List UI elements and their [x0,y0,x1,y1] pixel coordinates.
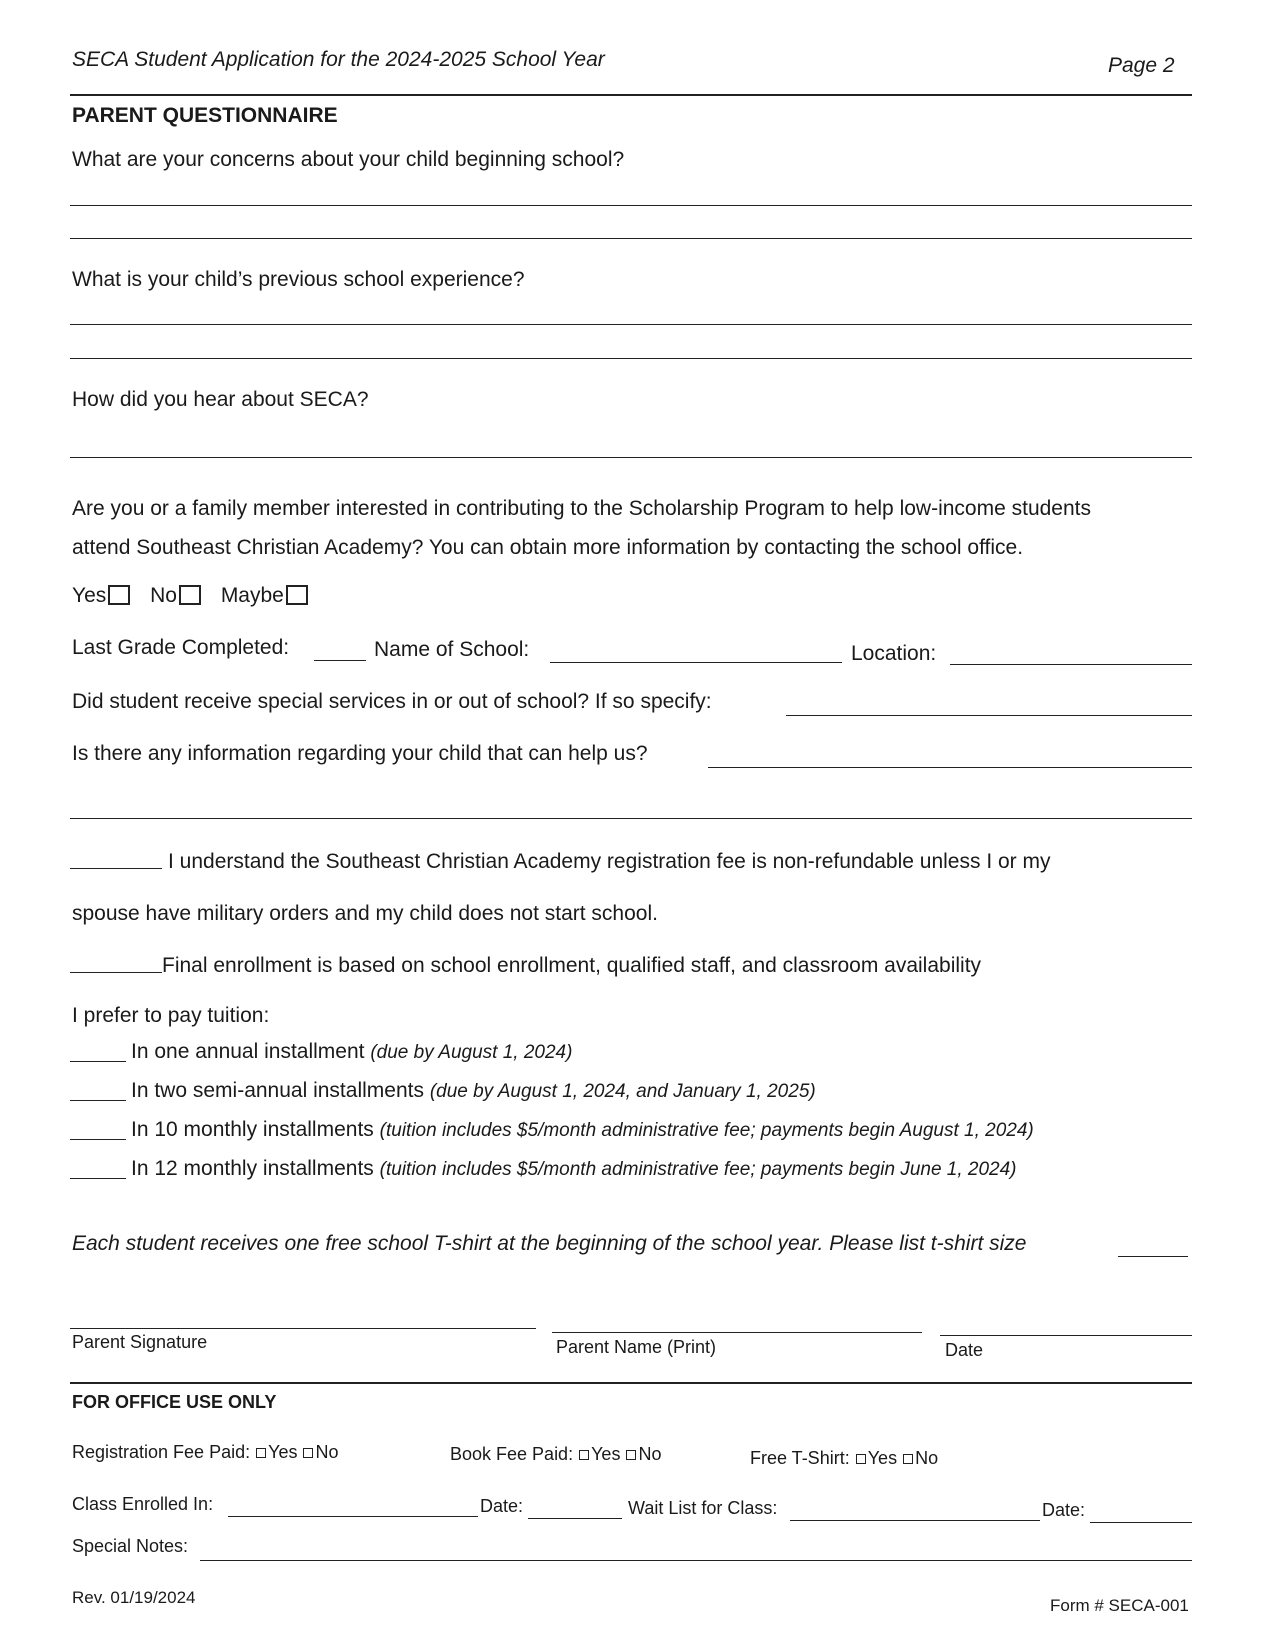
question-scholarship-line2: attend Southeast Christian Academy? You can obtain more information by contacting the school office. [72,536,1024,559]
office-rule [70,1382,1192,1384]
free-tshirt-row [750,1448,938,1469]
question-hear: How did you hear about SECA? [72,388,369,411]
book-fee-no-label: No [638,1444,662,1464]
ack-fee-initials[interactable] [70,868,162,869]
page-number: Page 2 [1108,54,1175,77]
section-heading: PARENT QUESTIONNAIRE [72,104,338,127]
tuition-option-note: (tuition includes $5/month administrative fee; payments begin August 1, 2024) [379,1120,1034,1141]
tuition-option-note: (tuition includes $5/month administrative fee; payments begin June 1, 2024) [379,1159,1017,1180]
wait-list-date-field[interactable] [1090,1522,1192,1523]
parent-name-label: Parent Name (Print) [556,1337,717,1357]
parent-name-line[interactable] [552,1332,922,1333]
ack-fee-text-line1: I understand the Southeast Christian Academy registration fee is non-refundable unless I or my [168,850,1051,873]
ack-fee-text-line2: spouse have military orders and my child does not start school. [72,902,658,925]
book-fee-label: Book Fee Paid: [450,1444,574,1464]
book-fee-no-checkbox[interactable] [626,1450,636,1460]
header-rule [70,94,1192,96]
tuition-option-note: (due by August 1, 2024, and January 1, 2025) [429,1081,816,1102]
tuition-option [131,1040,572,1064]
info-help-field[interactable] [708,767,1192,768]
tshirt-yes-label: Yes [867,1448,898,1468]
tshirt-no-checkbox[interactable] [903,1454,913,1464]
reg-fee-yes-checkbox[interactable] [256,1448,266,1458]
location-label: Location: [851,642,937,665]
tuition-option-blank[interactable] [70,1139,126,1140]
tshirt-yes-checkbox[interactable] [856,1454,866,1464]
answer-line-concerns-1[interactable] [70,205,1192,206]
scholarship-options [72,584,308,608]
question-concerns: What are your concerns about your child beginning school? [72,148,625,171]
answer-line-previous-1[interactable] [70,324,1192,325]
class-enrolled-field[interactable] [228,1516,478,1517]
special-services-label: Did student receive special services in or out of school? If so specify: [72,690,712,713]
tuition-option-label: In 10 monthly installments [131,1118,374,1141]
registration-fee-label: Registration Fee Paid: [72,1442,251,1462]
form-number: Form # SECA-001 [1050,1596,1189,1615]
last-grade-field[interactable] [314,660,366,661]
option-yes-label: Yes [72,584,107,607]
tshirt-size-field[interactable] [1118,1256,1188,1257]
ack-enrollment-initials[interactable] [70,972,162,973]
class-enrolled-label: Class Enrolled In: [72,1494,214,1514]
tuition-heading: I prefer to pay tuition: [72,1004,270,1027]
date-line[interactable] [940,1335,1192,1336]
school-name-label: Name of School: [374,638,530,661]
question-scholarship-line1: Are you or a family member interested in contributing to the Scholarship Program to help low-income students [72,497,1091,520]
tuition-option-blank[interactable] [70,1100,126,1101]
reg-fee-no-checkbox[interactable] [303,1448,313,1458]
parent-signature-label: Parent Signature [72,1332,208,1352]
tuition-option [131,1079,816,1103]
wait-list-date-label: Date: [1042,1500,1086,1520]
option-maybe-label: Maybe [220,584,284,607]
question-previous: What is your child’s previous school experience? [72,268,525,291]
tuition-option-note: (due by August 1, 2024) [370,1042,573,1063]
office-heading: FOR OFFICE USE ONLY [72,1392,277,1412]
special-notes-field[interactable] [200,1560,1192,1561]
reg-fee-no-label: No [315,1442,339,1462]
tuition-option [131,1157,1017,1181]
reg-fee-yes-label: Yes [268,1442,298,1462]
revision-date: Rev. 01/19/2024 [72,1588,196,1607]
wait-list-field[interactable] [790,1520,1040,1521]
tshirt-no-label: No [915,1448,939,1468]
free-tshirt-label: Free T-Shirt: [750,1448,850,1468]
checkbox-no[interactable] [179,585,201,605]
info-help-label: Is there any information regarding your child that can help us? [72,742,648,765]
answer-line-hear[interactable] [70,457,1192,458]
date-label: Date [945,1340,984,1360]
checkbox-yes[interactable] [108,585,130,605]
special-notes-label: Special Notes: [72,1536,189,1556]
answer-line-concerns-2[interactable] [70,238,1192,239]
document-title: SECA Student Application for the 2024-2025 School Year [72,48,605,71]
class-date-field[interactable] [528,1518,622,1519]
tuition-option-blank[interactable] [70,1178,126,1179]
tuition-option [131,1118,1034,1142]
tuition-option-label: In one annual installment [131,1040,365,1063]
answer-line-previous-2[interactable] [70,358,1192,359]
ack-enrollment-text: Final enrollment is based on school enrollment, qualified staff, and classroom availability [162,954,982,977]
class-date-label: Date: [480,1496,524,1516]
tuition-option-blank[interactable] [70,1061,126,1062]
book-fee-yes-checkbox[interactable] [579,1450,589,1460]
option-no-label: No [150,584,177,607]
registration-fee-row [72,1442,338,1463]
tshirt-text: Each student receives one free school T-shirt at the beginning of the school year. Please list t-shirt size [72,1232,1027,1255]
book-fee-row [450,1444,661,1465]
special-services-field[interactable] [786,715,1192,716]
last-grade-label: Last Grade Completed: [72,636,290,659]
school-name-field[interactable] [550,662,842,663]
wait-list-label: Wait List for Class: [628,1498,778,1518]
tuition-option-label: In two semi-annual installments [131,1079,424,1102]
location-field[interactable] [950,664,1192,665]
tuition-option-label: In 12 monthly installments [131,1157,374,1180]
parent-signature-line[interactable] [70,1328,536,1329]
checkbox-maybe[interactable] [286,585,308,605]
book-fee-yes-label: Yes [591,1444,621,1464]
info-help-field-2[interactable] [70,818,1192,819]
